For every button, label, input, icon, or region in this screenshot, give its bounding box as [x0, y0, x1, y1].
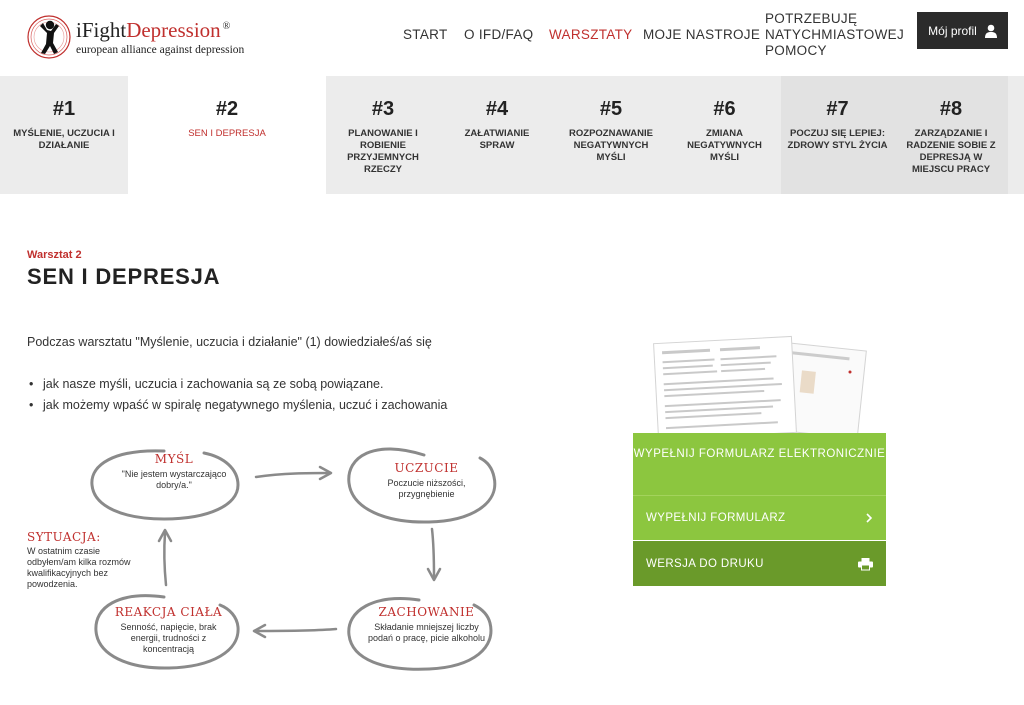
- profile-label: Mój profil: [928, 23, 977, 38]
- node-title: UCZUCIE: [394, 461, 459, 475]
- logo-figure-icon: [26, 14, 72, 60]
- node-text: Poczucie niższości, przygnębienie: [387, 478, 466, 499]
- node-thought: [114, 452, 234, 491]
- worksheet-preview-image: [650, 332, 870, 436]
- tab-workshop-4[interactable]: [440, 76, 554, 194]
- tab-workshop-7[interactable]: [781, 76, 894, 194]
- chevron-right-icon: [865, 512, 873, 524]
- tab-workshop-6[interactable]: [668, 76, 781, 194]
- list-item: • jak nasze myśli, uczucia i zachowania są ze sobą powiązane.: [27, 374, 447, 395]
- nav-start[interactable]: START: [403, 27, 448, 42]
- tab-workshop-2[interactable]: [128, 76, 326, 194]
- tab-number: #7: [826, 98, 849, 120]
- intro-bullets: [27, 374, 447, 416]
- user-icon: [985, 24, 997, 38]
- tab-workshop-1[interactable]: [0, 76, 128, 194]
- tab-label: ZARZĄDZANIE I RADZENIE SOBIE Z DEPRESJĄ W MIEJSCU PRACY: [906, 128, 996, 175]
- site-logo[interactable]: [26, 14, 246, 62]
- tab-label: ZMIANA NEGATYWNYCH MYŚLI: [687, 128, 762, 163]
- tab-number: #2: [215, 98, 239, 120]
- node-title: ZACHOWANIE: [378, 605, 475, 619]
- node-feeling: [364, 461, 489, 500]
- tab-number: #6: [713, 98, 736, 120]
- workshop-kicker: Warsztat 2: [27, 249, 82, 261]
- node-text: Senność, napięcie, brak energii, trudności z koncentracją: [120, 622, 217, 654]
- tab-number: #8: [939, 98, 963, 120]
- tab-number: #3: [371, 98, 395, 120]
- tab-workshop-5[interactable]: [554, 76, 668, 194]
- node-text: Składanie mniejszej liczby podań o pracę, picie alkoholu: [367, 622, 486, 643]
- situation-note: [27, 530, 132, 590]
- tab-label: PLANOWANIE I ROBIENIE PRZYJEMNYCH RZECZY: [347, 128, 419, 175]
- worksheet-card: [633, 433, 886, 586]
- node-title: MYŚL: [154, 452, 194, 466]
- workshop-tabs: [0, 76, 1024, 194]
- situation-title: SYTUACJA:: [27, 530, 101, 544]
- nav-urgent-help[interactable]: POTRZEBUJĘ NATYCHMIASTOWEJ POMOCY: [765, 11, 905, 58]
- fill-form-label: WYPEŁNIJ FORMULARZ: [646, 512, 786, 524]
- worksheet-card-heading: WYPEŁNIJ FORMULARZ ELEKTRONICZNIE: [633, 433, 886, 495]
- print-version-button[interactable]: [633, 541, 886, 586]
- printer-icon: [858, 557, 873, 570]
- nav-my-moods[interactable]: MOJE NASTROJE: [643, 27, 761, 42]
- nav-about-faq[interactable]: O IFD/FAQ: [464, 27, 534, 42]
- tab-number: #5: [599, 98, 623, 120]
- tab-label: MYŚLENIE, UCZUCIA I DZIAŁANIE: [13, 128, 115, 151]
- logo-tagline: european alliance against depression: [76, 44, 245, 56]
- tab-label: ZAŁATWIANIE SPRAW: [464, 128, 530, 151]
- tab-workshop-8[interactable]: [894, 76, 1008, 194]
- logo-wordmark: iFightDepression ®: [76, 18, 231, 42]
- nav-workshops[interactable]: WARSZTATY: [549, 27, 633, 42]
- situation-text: W ostatnim czasie odbyłem/am kilka rozmów kwalifikacyjnych bez powodzenia.: [27, 546, 131, 589]
- list-item: • jak możemy wpaść w spiralę negatywnego myślenia, uczuć i zachowania: [27, 395, 447, 416]
- tab-workshop-3[interactable]: [326, 76, 440, 194]
- node-text: "Nie jestem wystarczająco dobry/a.": [121, 469, 227, 490]
- tab-label: SEN I DEPRESJA: [188, 128, 266, 139]
- page-title: SEN I DEPRESJA: [27, 264, 221, 289]
- tab-label: ROZPOZNAWANIE NEGATYWNYCH MYŚLI: [569, 128, 653, 163]
- tab-label: POCZUJ SIĘ LEPIEJ: ZDROWY STYL ŻYCIA: [787, 128, 888, 151]
- tab-number: #1: [52, 98, 76, 120]
- node-title: REAKCJA CIAŁA: [114, 605, 223, 619]
- node-behavior: [364, 605, 489, 644]
- print-version-label: WERSJA DO DRUKU: [646, 557, 764, 570]
- fill-form-button[interactable]: [633, 495, 886, 540]
- intro-text: Podczas warsztatu "Myślenie, uczucia i działanie" (1) dowiedziałeś/aś się: [27, 335, 432, 349]
- site-header: [0, 0, 1024, 76]
- node-body-reaction: [106, 605, 231, 655]
- profile-button[interactable]: [917, 12, 1008, 49]
- thought-cycle-diagram: [24, 425, 514, 685]
- tab-number: #4: [485, 98, 509, 120]
